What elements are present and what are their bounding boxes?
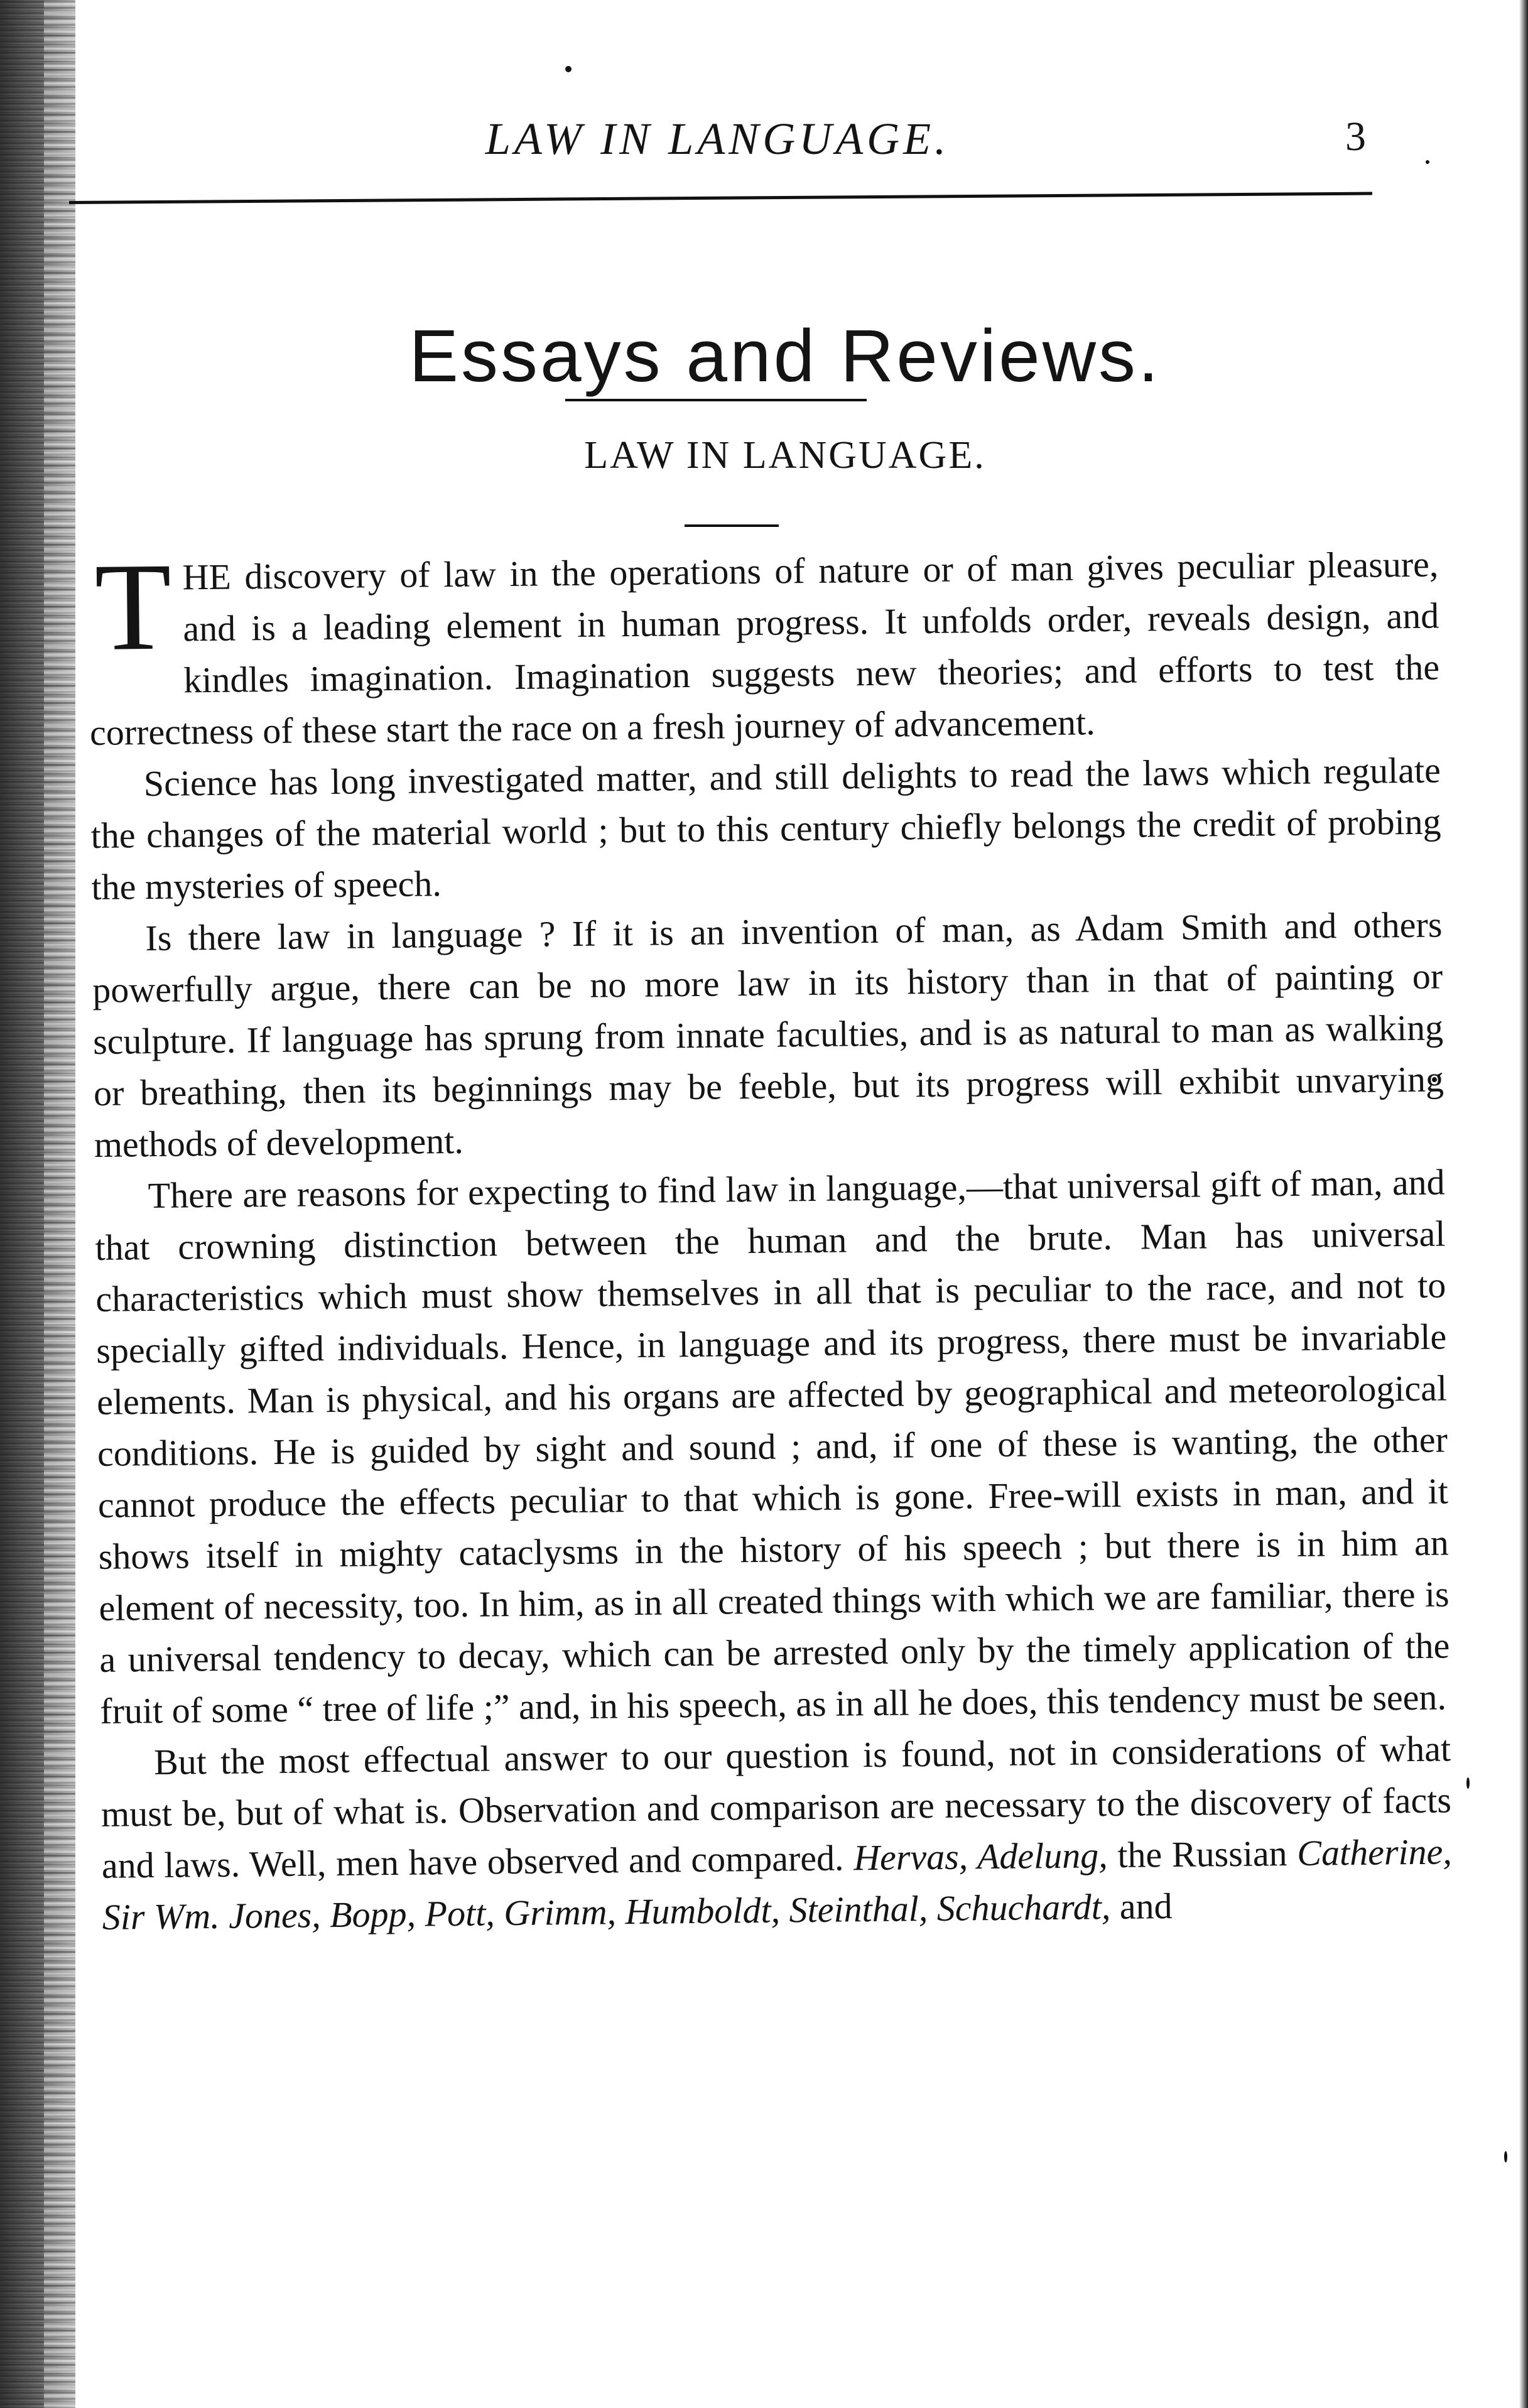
print-speck	[1504, 2151, 1507, 2162]
paragraph-5-mid: the Russian	[1117, 1833, 1287, 1875]
paragraph-2: Science has long investigated matter, and still delights to read the laws which regulate the changes of the material world ; but to this century chiefly belongs the credit of probing the mysteries of speech.	[90, 749, 1441, 908]
paragraph-3: Is there law in language ? If it is an invention of man, as Adam Smith and others powerfully argue, there can be no more law in its history than in that of painting or sculpture. If language has sprung from innate faculties, and is as natural to man as walking or breathing, then its beginnings may be feeble, but its progress will exhibit unvarying methods of development.	[92, 904, 1444, 1165]
scanned-right-edge	[1519, 0, 1528, 2408]
scholar-names-1: Hervas, Adelung,	[853, 1835, 1108, 1879]
running-title: LAW IN LANGUAGE.	[485, 114, 950, 164]
article-body	[88, 538, 1453, 1943]
article-title: LAW IN LANGUAGE.	[584, 434, 986, 477]
scholar-names-2: Catherine, Sir Wm. Jones, Bopp, Pott, Grimm, Humboldt, Steinthal, Schuchardt,	[102, 1831, 1453, 1938]
section-title: Essays and Reviews.	[409, 315, 1161, 398]
paragraph-4: There are reasons for expecting to find law in language,—that universal gift of man, and that crowning distinction between the human and the brute. Man has universal characteristics which must show themselves in all that is peculiar to the race, and not to specially gifted individuals. Hence, in language and its progress, there must be invariable elements. Man is physical, and his organs are affected by geographical and meteorological conditions. He is guided by sight and sound ; and, if one of these is wanting, the other cannot produce the effects peculiar to that which is gone. Free-will exists in man, and it shows itself in mighty cataclysms in the history of his speech ; but there is in him an element of necessity, too. In him, as in all created things with which we are familiar, there is a universal tendency to decay, which can be arrested only by the timely application of the fruit of some “ tree of life ;” and, in his speech, as in all he does, this tendency must be seen.	[95, 1161, 1450, 1732]
print-speck	[1466, 1777, 1470, 1789]
print-speck	[1426, 160, 1429, 164]
paragraph-5	[100, 1723, 1453, 1943]
section-divider	[565, 399, 867, 401]
page-number: 3	[1345, 114, 1366, 160]
paragraph-1	[88, 538, 1440, 758]
paragraph-5-end: and	[1119, 1885, 1173, 1927]
running-head	[69, 113, 1366, 188]
drop-cap: T	[94, 537, 173, 677]
print-speck	[565, 66, 572, 72]
scanned-binding-edge	[0, 0, 75, 2408]
article-divider	[685, 524, 779, 527]
header-rule	[69, 192, 1372, 204]
paragraph-1-text: HE discovery of law in the operations of nature or of man gives peculiar pleasure, and is a leading element in human progress. It unfolds order, reveals design, and kindles imagination. Imagination suggests new theories; and efforts to test the correctness of these start the race on a fresh journey of advancement.	[89, 543, 1440, 753]
paragraph-5-start: But the most effectual answer to our question is found, not in considerations of what must be, but of what is. Observation and comparison are necessary to the discovery of facts and laws. Well, men have observed and compared.	[100, 1728, 1452, 1886]
